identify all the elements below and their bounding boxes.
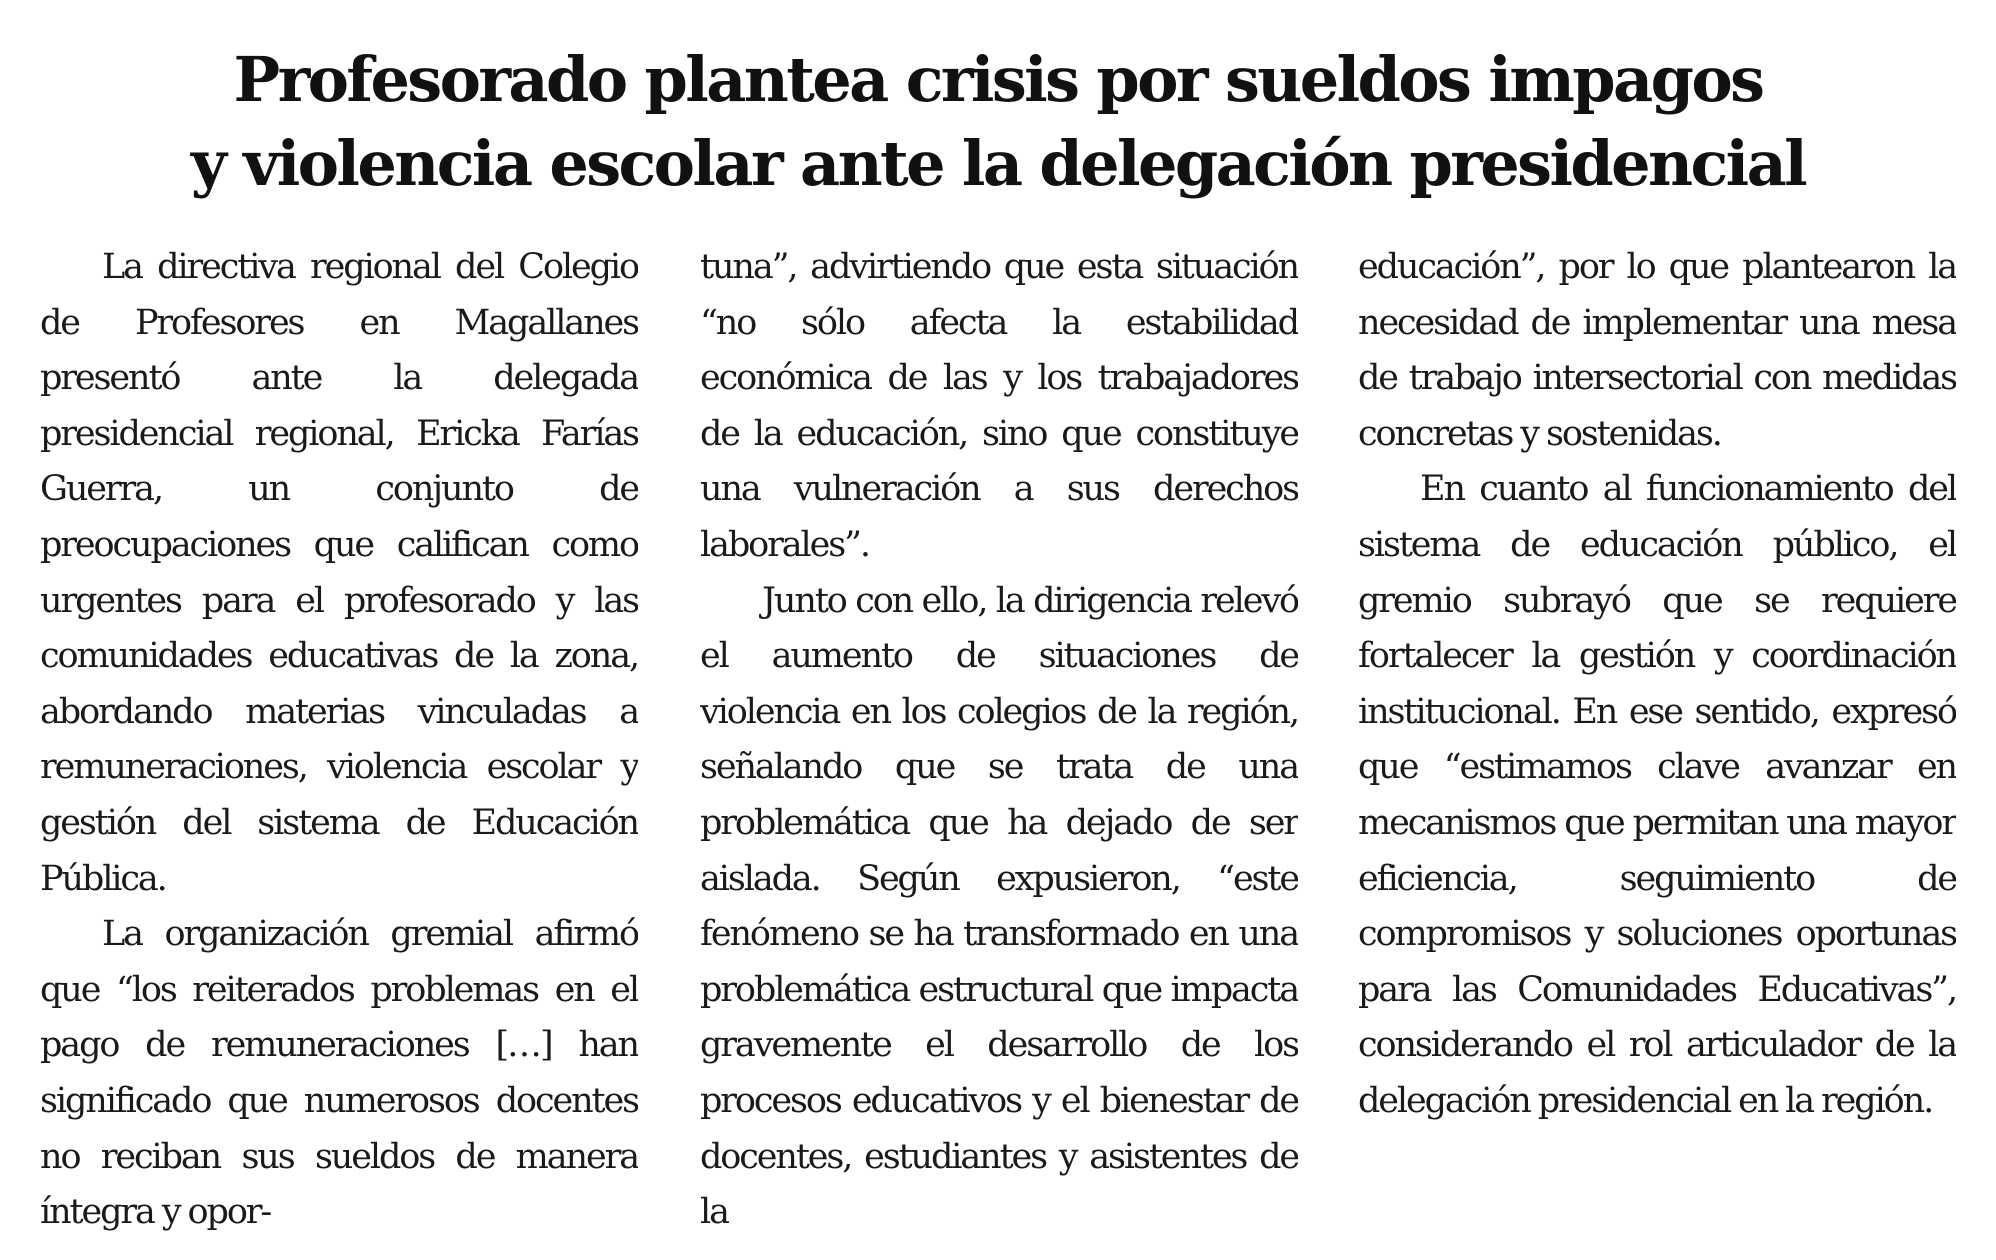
article-headline (0, 38, 1996, 206)
paragraph: En cuanto al funcionamiento del sistema de educación público, el gremio subrayó que se requiere fortalecer la gestión y coordinación institucional. En ese sentido, expresó que “estimamos clave avanzar en mecanismos que permitan una mayor eficiencia, seguimiento de compromisos y soluciones oportunas para las Comunidades Educativas”, considerando el rol articulador de la delegación presidencial en la región. (1358, 469, 1956, 1121)
paragraph: Junto con ello, la dirigencia relevó el aumento de situaciones de violencia en los colegios de la región, señalando que se trata de una problemática que ha dejado de ser aislada. Según expusieron, “este fenómeno se ha transformado en una problemática estructural que impacta gravemente el desarrollo de los procesos educativos y el bienestar de docentes, estudiantes y asistentes de la (700, 580, 1298, 1233)
column-2 (700, 240, 1298, 1240)
headline-line-2: y violencia escolar ante la delegación presidencial (190, 127, 1806, 200)
paragraph: educación”, por lo que plantearon la necesidad de implementar una mesa de trabajo intersectorial con medidas concretas y sostenidas. (1358, 247, 1956, 454)
article-body (40, 240, 1956, 1240)
column-3 (1358, 240, 1956, 1240)
paragraph: tuna”, advirtiendo que esta situación “no sólo afecta la estabilidad económica de las y los trabajadores de la educación, sino que constituye una vulneración a sus derechos laborales”. (700, 247, 1298, 565)
paragraph: La directiva regional del Colegio de Profesores en Magallanes presentó ante la delegada presidencial regional, Ericka Farías Guerra, un conjunto de preocupaciones que califican como urgentes para el profesorado y las comunidades educativas de la zona, abordando materias vinculadas a remuneraciones, violencia escolar y gestión del sistema de Educación Pública. (40, 247, 638, 899)
headline-line-1: Profesorado plantea crisis por sueldos impagos (233, 43, 1763, 116)
column-1 (40, 240, 638, 1240)
paragraph: La organización gremial afirmó que “los reiterados problemas en el pago de remuneraciones […] han significado que numerosos docentes no reciban sus sueldos de manera íntegra y opor- (40, 914, 638, 1233)
